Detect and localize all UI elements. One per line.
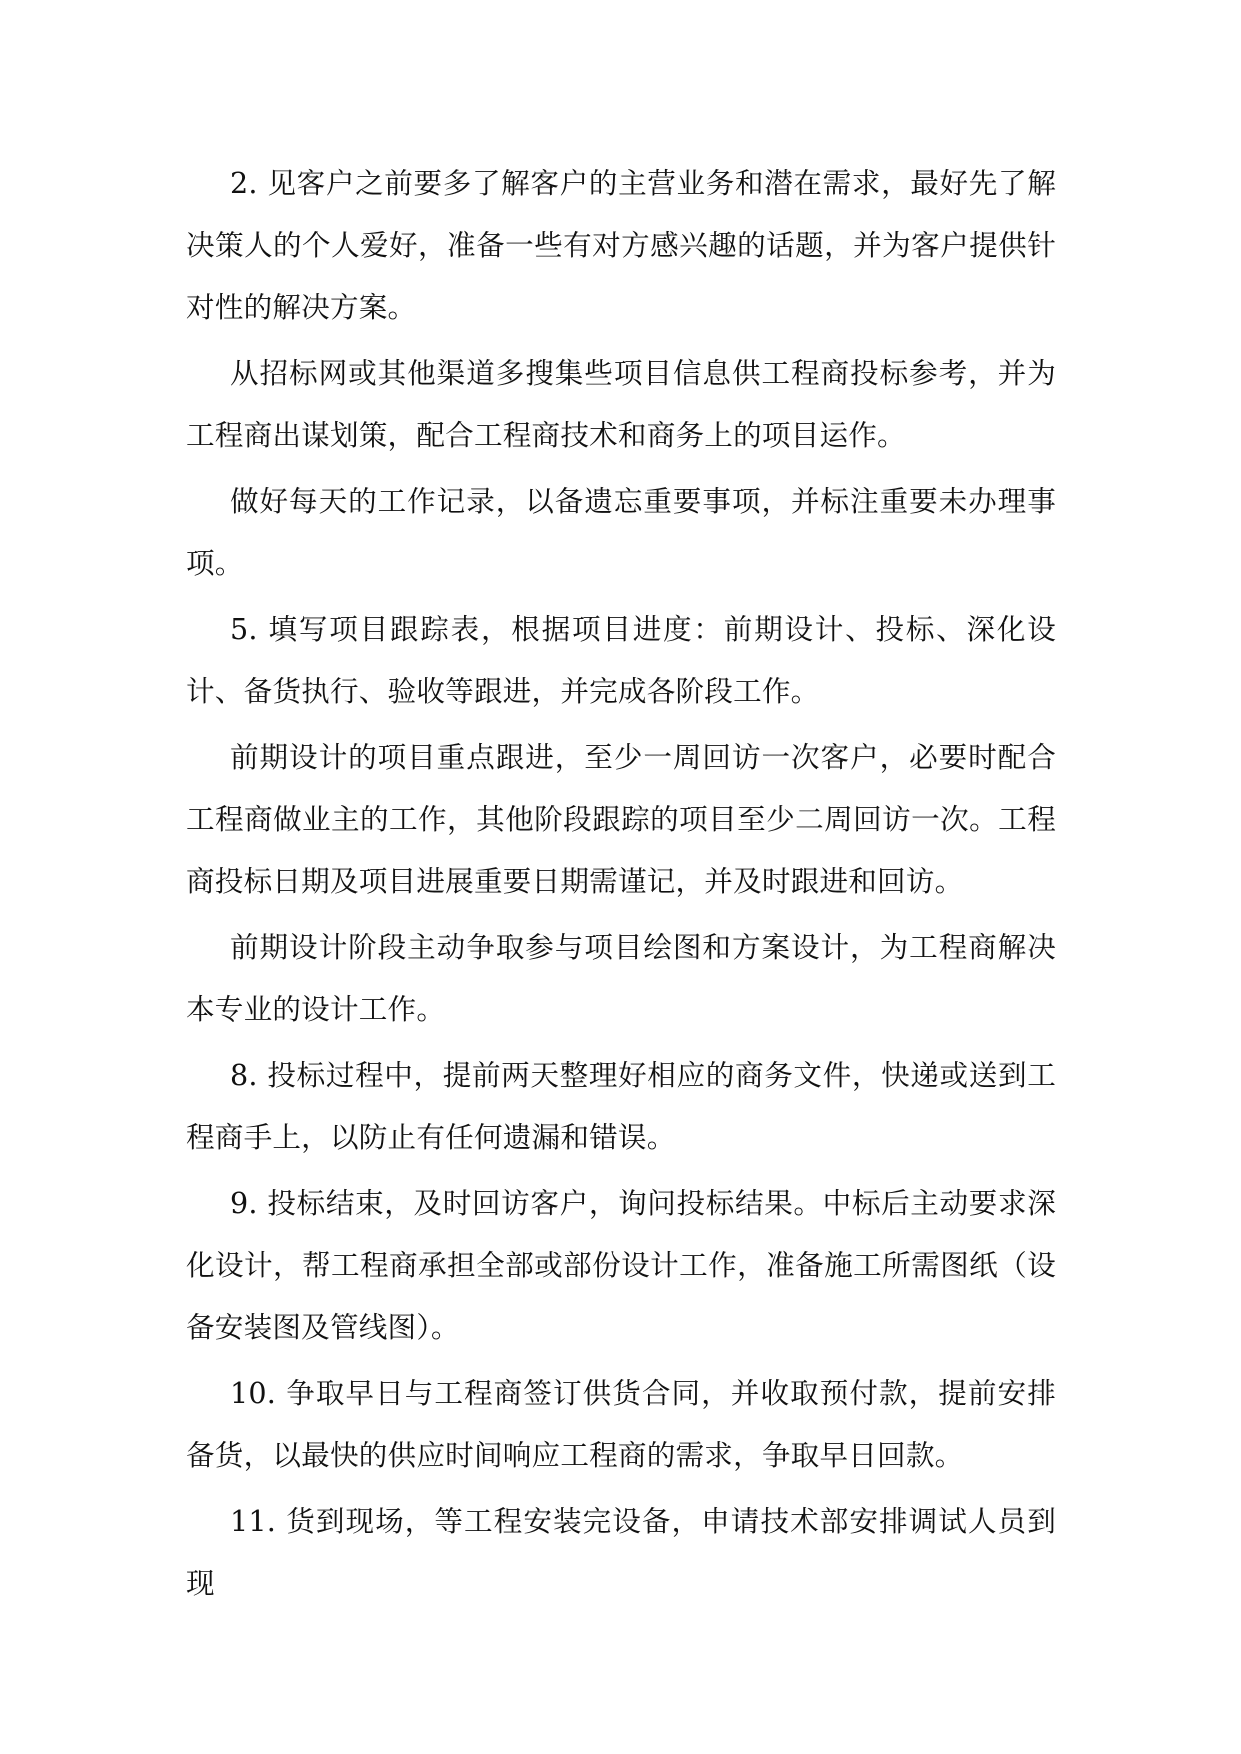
document-body	[186, 152, 1056, 1618]
paragraph-11-onsite-commissioning: 11. 货到现场，等工程安装完设备，申请技术部安排调试人员到现	[186, 1504, 1056, 1600]
paragraph-8-bidding-documents: 8. 投标过程中，提前两天整理好相应的商务文件，快递或送到工程商手上，以防止有任何遗漏和错误。	[186, 1058, 1056, 1154]
paragraph-project-info-collection: 从招标网或其他渠道多搜集些项目信息供工程商投标参考，并为工程商出谋划策，配合工程商技术和商务上的项目运作。	[186, 356, 1056, 452]
paragraph-5-project-tracking: 5. 填写项目跟踪表，根据项目进度：前期设计、投标、深化设计、备货执行、验收等跟进，并完成各阶段工作。	[186, 612, 1056, 708]
paragraph-9-bid-results: 9. 投标结束，及时回访客户，询问投标结果。中标后主动要求深化设计，帮工程商承担全部或部份设计工作，准备施工所需图纸（设备安装图及管线图）。	[186, 1186, 1056, 1344]
paragraph-10-supply-contract: 10. 争取早日与工程商签订供货合同，并收取预付款，提前安排备货，以最快的供应时间响应工程商的需求，争取早日回款。	[186, 1376, 1056, 1472]
paragraph-design-phase-followup: 前期设计的项目重点跟进，至少一周回访一次客户，必要时配合工程商做业主的工作，其他阶段跟踪的项目至少二周回访一次。工程商投标日期及项目进展重要日期需谨记，并及时跟进和回访。	[186, 740, 1056, 898]
paragraph-2-customer-research: 2. 见客户之前要多了解客户的主营业务和潜在需求，最好先了解决策人的个人爱好，准备一些有对方感兴趣的话题，并为客户提供针对性的解决方案。	[186, 166, 1056, 324]
paragraph-design-participation: 前期设计阶段主动争取参与项目绘图和方案设计，为工程商解决本专业的设计工作。	[186, 930, 1056, 1026]
paragraph-work-records: 做好每天的工作记录，以备遗忘重要事项，并标注重要未办理事项。	[186, 484, 1056, 580]
